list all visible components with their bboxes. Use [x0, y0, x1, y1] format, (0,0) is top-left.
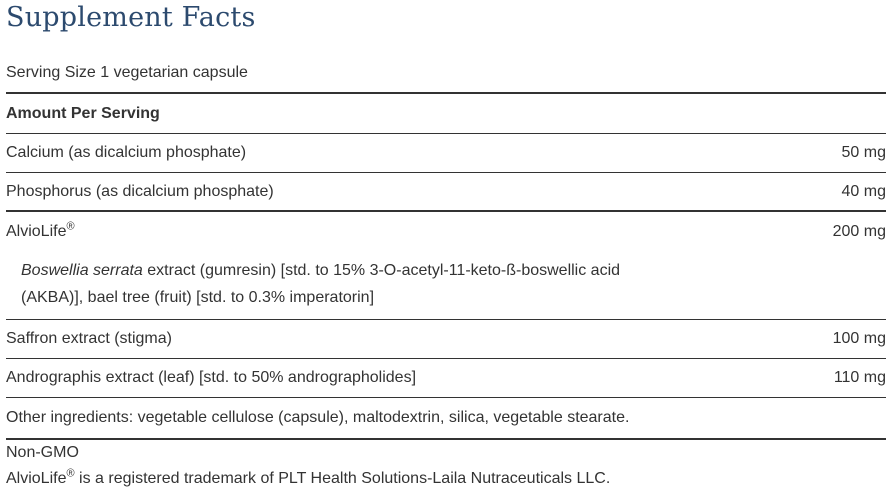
botanical-name: Boswellia serrata	[21, 262, 143, 279]
nutrient-amount: 110 mg	[833, 369, 886, 386]
alviolife-detail-line2: (AKBA)], bael tree (fruit) [std. to 0.3% imperatorin]	[21, 289, 375, 306]
alviolife-detail-line1	[21, 257, 886, 284]
page-title: Supplement Facts	[6, 2, 256, 33]
trademark-text: is a registered trademark of PLT Health Solutions-Laila Nutraceuticals LLC.	[74, 470, 611, 487]
nutrient-row-calcium	[6, 134, 886, 173]
nutrient-row-alviolife	[6, 212, 886, 251]
nutrient-row-saffron	[6, 320, 886, 359]
other-ingredients: Other ingredients: vegetable cellulose (capsule), maltodextrin, silica, vegetable stearate.	[6, 398, 886, 440]
registered-mark: ®	[66, 467, 75, 480]
trademark-note	[6, 466, 886, 492]
nutrient-amount: 50 mg	[841, 144, 886, 161]
alviolife-name: AlvioLife	[6, 222, 67, 240]
amount-header-row	[6, 94, 886, 134]
alviolife-detail	[6, 251, 886, 320]
nutrient-name	[6, 220, 75, 241]
nutrient-name: Andrographis extract (leaf) [std. to 50% andrographolides]	[6, 369, 417, 386]
nutrient-name: Calcium (as dicalcium phosphate)	[6, 144, 247, 161]
nutrient-row-andrographis	[6, 359, 886, 398]
detail-text: extract (gumresin) [std. to 15% 3-O-acetyl-11-keto-ß-boswellic acid	[142, 262, 621, 279]
nutrient-amount: 200 mg	[832, 222, 886, 240]
nutrient-row-phosphorus	[6, 173, 886, 212]
supplement-facts-table	[6, 54, 886, 492]
nutrient-name: Saffron extract (stigma)	[6, 330, 172, 347]
nutrient-amount: 40 mg	[841, 182, 886, 200]
trademark-name: AlvioLife	[6, 470, 67, 487]
nutrient-amount: 100 mg	[832, 330, 886, 347]
registered-mark: ®	[66, 220, 75, 233]
amount-header-text: Amount Per Serving	[6, 104, 160, 122]
non-gmo-note: Non-GMO	[6, 444, 79, 461]
nutrient-name: Phosphorus (as dicalcium phosphate)	[6, 182, 274, 200]
serving-size-text: Serving Size 1 vegetarian capsule	[6, 64, 248, 81]
serving-size-row	[6, 54, 886, 94]
